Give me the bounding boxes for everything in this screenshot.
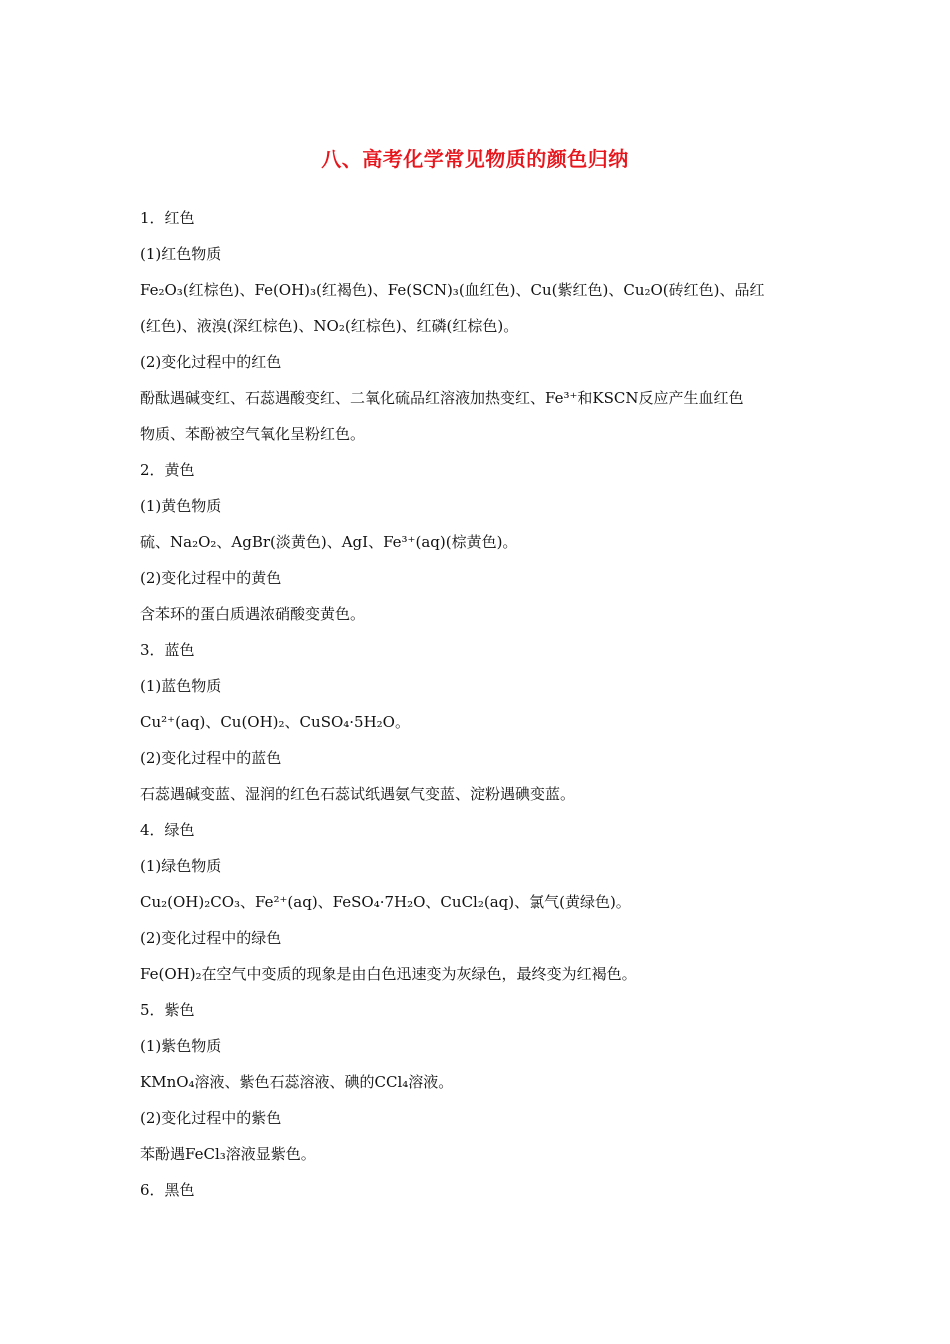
paragraph-line: KMnO₄溶液、紫色石蕊溶液、碘的CCl₄溶液。 (140, 1073, 454, 1091)
heading-red: 1．红色 (140, 209, 195, 227)
heading-purple: 5．紫色 (140, 1001, 195, 1019)
subheading-purple-substances: (1)紫色物质 (140, 1037, 222, 1055)
paragraph-line: Cu²⁺(aq)、Cu(OH)₂、CuSO₄·5H₂O。 (140, 713, 410, 731)
paragraph-line: Cu₂(OH)₂CO₃、Fe²⁺(aq)、FeSO₄·7H₂O、CuCl₂(aq)、氯气(黄绿色)。 (140, 893, 631, 911)
subheading-purple-process: (2)变化过程中的紫色 (140, 1109, 282, 1127)
paragraph-line: 酚酞遇碱变红、石蕊遇酸变红、二氧化硫品红溶液加热变红、Fe³⁺和KSCN反应产生血红色 (140, 389, 744, 407)
page-title: 八、高考化学常见物质的颜色归纳 (321, 147, 629, 171)
paragraph-line: 硫、Na₂O₂、AgBr(淡黄色)、AgI、Fe³⁺(aq)(棕黄色)。 (140, 533, 518, 551)
subheading-red-process: (2)变化过程中的红色 (140, 353, 282, 371)
subheading-red-substances: (1)红色物质 (140, 245, 222, 263)
heading-green: 4．绿色 (140, 821, 195, 839)
paragraph-line: 苯酚遇FeCl₃溶液显紫色。 (140, 1145, 316, 1163)
subheading-green-process: (2)变化过程中的绿色 (140, 929, 282, 947)
paragraph-line: (红色)、液溴(深红棕色)、NO₂(红棕色)、红磷(红棕色)。 (140, 317, 519, 335)
paragraph-line: 含苯环的蛋白质遇浓硝酸变黄色。 (140, 605, 366, 623)
subheading-yellow-process: (2)变化过程中的黄色 (140, 569, 282, 587)
subheading-blue-substances: (1)蓝色物质 (140, 677, 222, 695)
heading-blue: 3．蓝色 (140, 641, 195, 659)
paragraph-line: Fe(OH)₂在空气中变质的现象是由白色迅速变为灰绿色，最终变为红褐色。 (140, 965, 637, 983)
heading-black: 6．黑色 (140, 1181, 195, 1199)
subheading-green-substances: (1)绿色物质 (140, 857, 222, 875)
paragraph-line: Fe₂O₃(红棕色)、Fe(OH)₃(红褐色)、Fe(SCN)₃(血红色)、Cu(紫红色)、Cu₂O(砖红色)、品红 (140, 281, 765, 299)
paragraph-line: 物质、苯酚被空气氧化呈粉红色。 (140, 425, 366, 443)
subheading-yellow-substances: (1)黄色物质 (140, 497, 222, 515)
heading-yellow: 2．黄色 (140, 461, 195, 479)
subheading-blue-process: (2)变化过程中的蓝色 (140, 749, 282, 767)
document-body (140, 208, 820, 1216)
paragraph-line: 石蕊遇碱变蓝、湿润的红色石蕊试纸遇氨气变蓝、淀粉遇碘变蓝。 (140, 785, 576, 803)
